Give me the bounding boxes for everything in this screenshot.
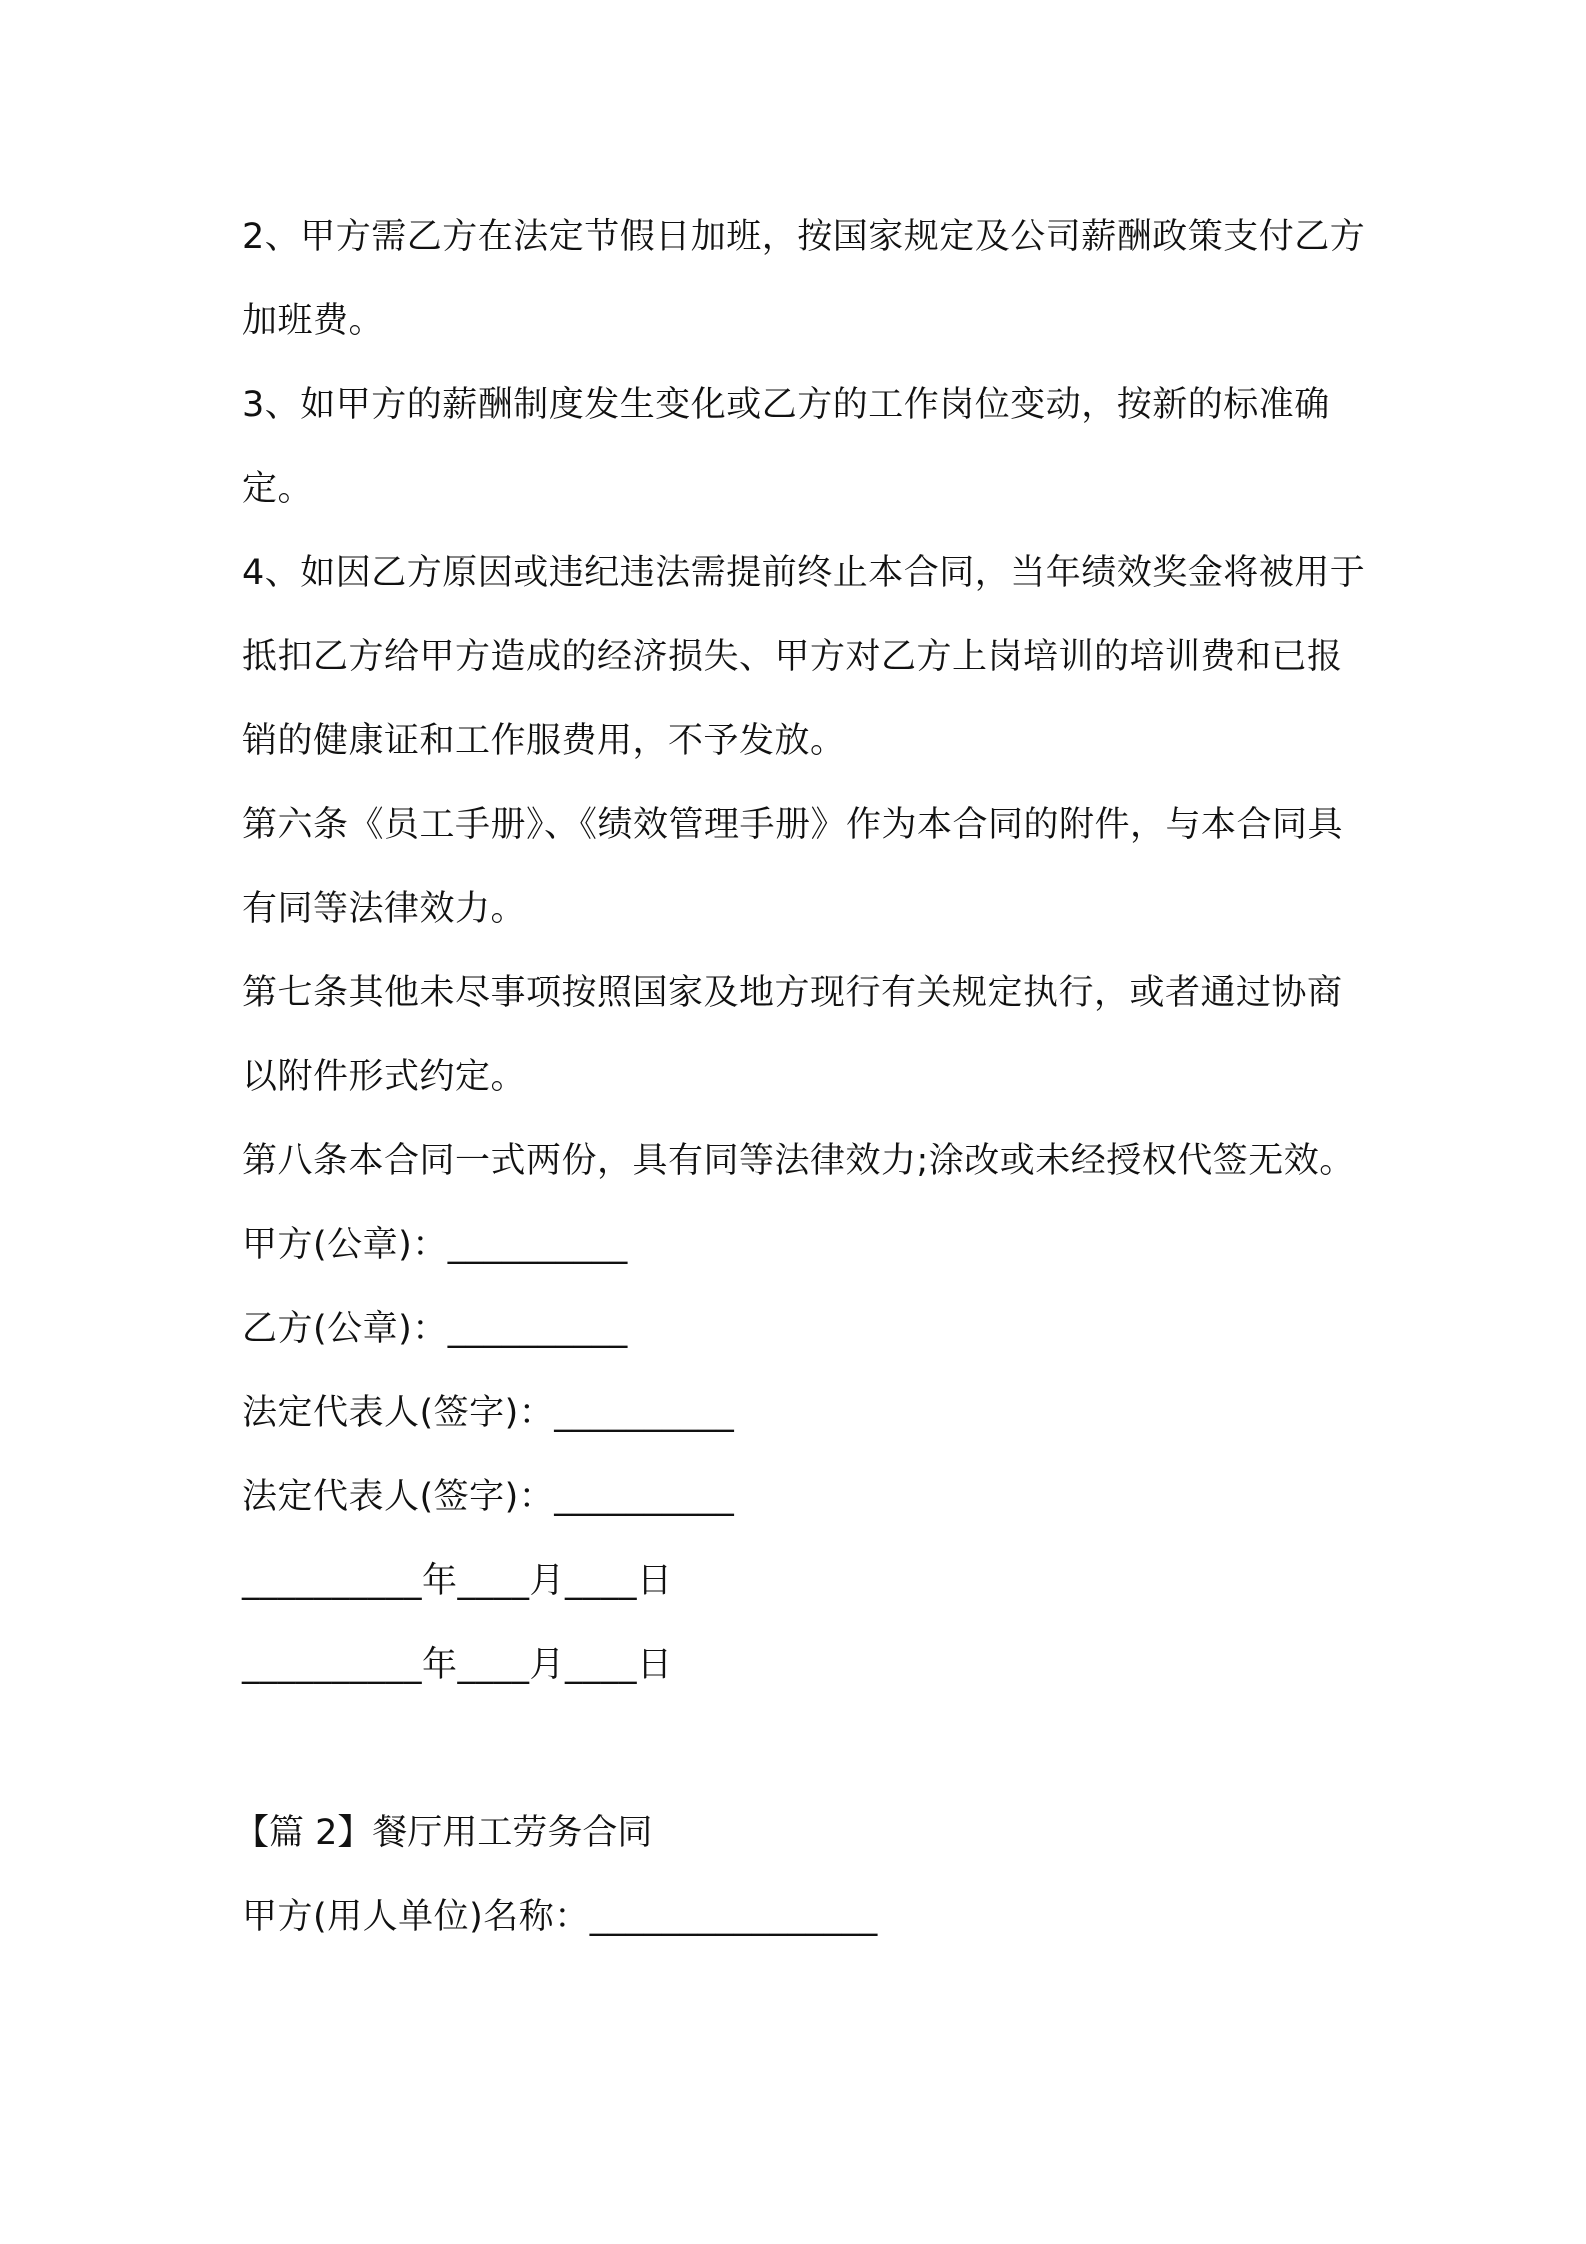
paragraph-salary-change: 3、如甲方的薪酬制度发生变化或乙方的工作岗位变动，按新的标准确定。 xyxy=(242,385,1330,509)
party-b-seal-line: 乙方(公章)：__________ xyxy=(242,1309,628,1349)
paragraph-article-8: 第八条本合同一式两份，具有同等法律效力;涂改或未经授权代签无效。 xyxy=(242,1141,1355,1181)
paragraph-early-termination: 4、如因乙方原因或违纪违法需提前终止本合同，当年绩效奖金将被用于抵扣乙方给甲方造成的经济损失、甲方对乙方上岗培训的培训费和已报销的健康证和工作服费用，不予发放。 xyxy=(242,553,1366,761)
date-line-2: __________年____月____日 xyxy=(242,1645,673,1685)
paragraph-overtime-pay: 2、甲方需乙方在法定节假日加班，按国家规定及公司薪酬政策支付乙方加班费。 xyxy=(242,217,1366,341)
legal-rep-signature-line-1: 法定代表人(签字)：__________ xyxy=(242,1393,735,1433)
paragraph-article-7: 第七条其他未尽事项按照国家及地方现行有关规定执行，或者通过协商以附件形式约定。 xyxy=(242,973,1343,1097)
party-a-seal-line: 甲方(公章)：__________ xyxy=(242,1225,628,1265)
section-gap xyxy=(242,1707,1372,1791)
employer-name-line: 甲方(用人单位)名称：________________ xyxy=(242,1897,878,1937)
legal-rep-signature-line-2: 法定代表人(签字)：__________ xyxy=(242,1477,735,1517)
paragraph-article-6: 第六条《员工手册》、《绩效管理手册》作为本合同的附件，与本合同具有同等法律效力。 xyxy=(242,805,1344,929)
section-2-title: 【篇 2】餐厅用工劳务合同 xyxy=(234,1813,653,1853)
document-page xyxy=(234,195,1372,1959)
date-line-1: __________年____月____日 xyxy=(242,1561,673,1601)
